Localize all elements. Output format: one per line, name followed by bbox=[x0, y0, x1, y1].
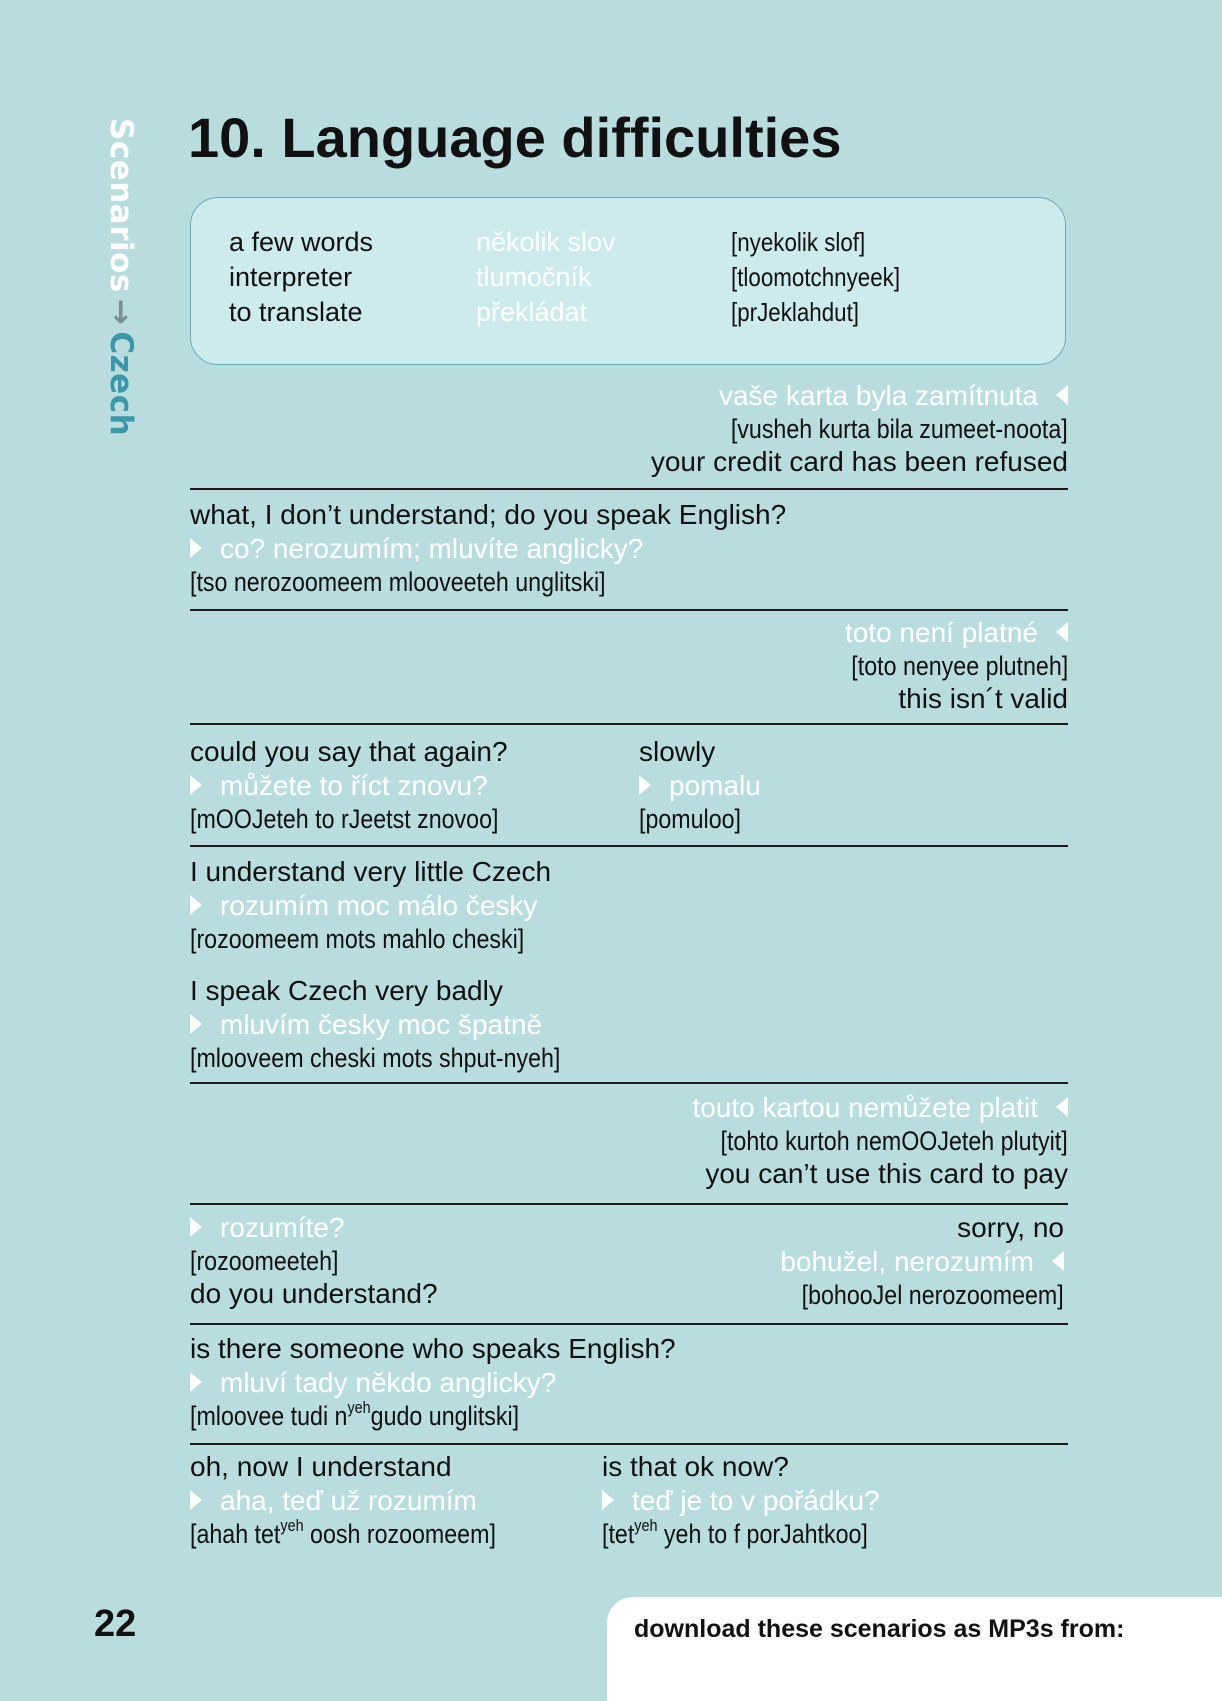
divider bbox=[190, 609, 1068, 611]
download-text: download these scenarios as MP3s from: bbox=[634, 1615, 1125, 1643]
divider bbox=[190, 845, 1068, 847]
page-number: 22 bbox=[94, 1603, 137, 1645]
speaker-right-icon bbox=[190, 1372, 202, 1392]
speaker-left-icon bbox=[1056, 385, 1068, 405]
phrase-english: sorry, no bbox=[957, 1212, 1064, 1243]
vocab-english: interpreter bbox=[229, 262, 353, 292]
phrase-czech: můžete to říct znovu? bbox=[190, 770, 488, 802]
phrase-english: what, I don’t understand; do you speak English? bbox=[190, 499, 787, 530]
divider bbox=[190, 1082, 1068, 1084]
phrase-czech: rozumím moc málo česky bbox=[190, 890, 537, 922]
phrase-czech: mluví tady někdo anglicky? bbox=[190, 1367, 556, 1399]
phrase-pronunciation: [tso nerozoomeem mlooveeteh unglitski] bbox=[190, 567, 606, 597]
phrase-english: is there someone who speaks English? bbox=[190, 1333, 676, 1364]
vocab-czech: tlumočník bbox=[476, 262, 592, 292]
vocab-english: to translate bbox=[229, 297, 363, 327]
phrase-pronunciation: [toto nenyee plutneh] bbox=[851, 651, 1068, 681]
divider bbox=[190, 1443, 1068, 1445]
download-box bbox=[607, 1597, 1222, 1701]
phrase-english: this isn´t valid bbox=[898, 683, 1068, 714]
vocab-english: a few words bbox=[229, 227, 374, 257]
phrase-pronunciation: [vusheh kurta bila zumeet-noota] bbox=[731, 414, 1068, 444]
phrase-pronunciation: [tet$^{yeh}$ yeh to f porJahtkoo] bbox=[602, 1516, 868, 1549]
vocab-pronunciation: [prJeklahdut] bbox=[731, 297, 860, 327]
phrase-czech: mluvím česky moc špatně bbox=[190, 1009, 542, 1041]
phrase-czech: pomalu bbox=[639, 770, 761, 802]
phrase-english: oh, now I understand bbox=[190, 1451, 452, 1482]
language-name: Czech bbox=[103, 331, 139, 437]
phrase-pronunciation: [mlooveem cheski mots shput-nyeh] bbox=[190, 1043, 561, 1073]
vocab-pronunciation: [nyekolik slof] bbox=[731, 227, 866, 257]
section-name: Scenarios bbox=[103, 118, 139, 293]
divider bbox=[190, 1323, 1068, 1325]
phrase-pronunciation: [mloovee tudi $n^{yeh}gudo$ unglitski] bbox=[190, 1398, 520, 1431]
speaker-right-icon bbox=[190, 538, 202, 558]
phrase-czech: rozumíte? bbox=[190, 1212, 345, 1244]
divider bbox=[190, 488, 1068, 490]
phrase-pronunciation: [bohooJel nerozoomeem] bbox=[801, 1280, 1064, 1310]
speaker-right-icon bbox=[190, 1014, 202, 1034]
speaker-right-icon bbox=[602, 1490, 614, 1510]
phrase-czech: touto kartou nemůžete platit bbox=[692, 1092, 1068, 1124]
arrow-icon: → bbox=[103, 298, 139, 326]
vocab-czech: několik slov bbox=[476, 227, 616, 257]
speaker-right-icon bbox=[190, 1217, 202, 1237]
speaker-left-icon bbox=[1056, 622, 1068, 642]
phrase-english: your credit card has been refused bbox=[650, 446, 1068, 477]
phrase-czech: bohužel, nerozumím bbox=[780, 1246, 1064, 1278]
speaker-left-icon bbox=[1052, 1251, 1064, 1271]
vocab-row bbox=[191, 297, 1065, 333]
phrase-czech: aha, teď už rozumím bbox=[190, 1485, 477, 1517]
phrase-english: do you understand? bbox=[190, 1278, 438, 1309]
speaker-right-icon bbox=[190, 775, 202, 795]
phrase-czech: co? nerozumím; mluvíte anglicky? bbox=[190, 533, 643, 565]
phrase-english: slowly bbox=[639, 736, 716, 767]
vocab-row bbox=[191, 227, 1065, 263]
phrase-english: you can’t use this card to pay bbox=[705, 1158, 1068, 1189]
phrase-pronunciation: [mOOJeteh to rJeetst znovoo] bbox=[190, 804, 499, 834]
phrase-pronunciation: [rozoomeeteh] bbox=[190, 1246, 339, 1276]
divider bbox=[190, 1203, 1068, 1205]
phrase-czech: toto není platné bbox=[845, 617, 1068, 649]
phrase-czech: teď je to v pořádku? bbox=[602, 1485, 880, 1517]
phrase-pronunciation: [rozoomeem mots mahlo cheski] bbox=[190, 924, 525, 954]
speaker-right-icon bbox=[190, 895, 202, 915]
phrase-english: could you say that again? bbox=[190, 736, 508, 767]
speaker-right-icon bbox=[190, 1490, 202, 1510]
phrase-pronunciation: [pomuloo] bbox=[639, 804, 741, 834]
phrase-english: I understand very little Czech bbox=[190, 856, 552, 887]
speaker-left-icon bbox=[1056, 1097, 1068, 1117]
phrase-pronunciation: [ahah tet$^{yeh}$ oosh rozoomeem] bbox=[190, 1516, 496, 1549]
speaker-right-icon bbox=[639, 775, 651, 795]
vocab-czech: překládat bbox=[476, 297, 588, 327]
divider bbox=[190, 723, 1068, 725]
phrase-english: I speak Czech very badly bbox=[190, 975, 503, 1006]
vocab-pronunciation: [tloomotchnyeek] bbox=[731, 262, 901, 292]
phrase-czech: vaše karta byla zamítnuta bbox=[719, 380, 1068, 412]
vocab-row bbox=[191, 262, 1065, 298]
phrase-english: is that ok now? bbox=[602, 1451, 789, 1482]
phrase-pronunciation: [tohto kurtoh nemOOJeteh plutyit] bbox=[720, 1126, 1068, 1156]
vocabulary-box bbox=[190, 197, 1066, 365]
section-side-label bbox=[103, 118, 139, 436]
page-title: 10. Language difficulties bbox=[188, 106, 842, 169]
